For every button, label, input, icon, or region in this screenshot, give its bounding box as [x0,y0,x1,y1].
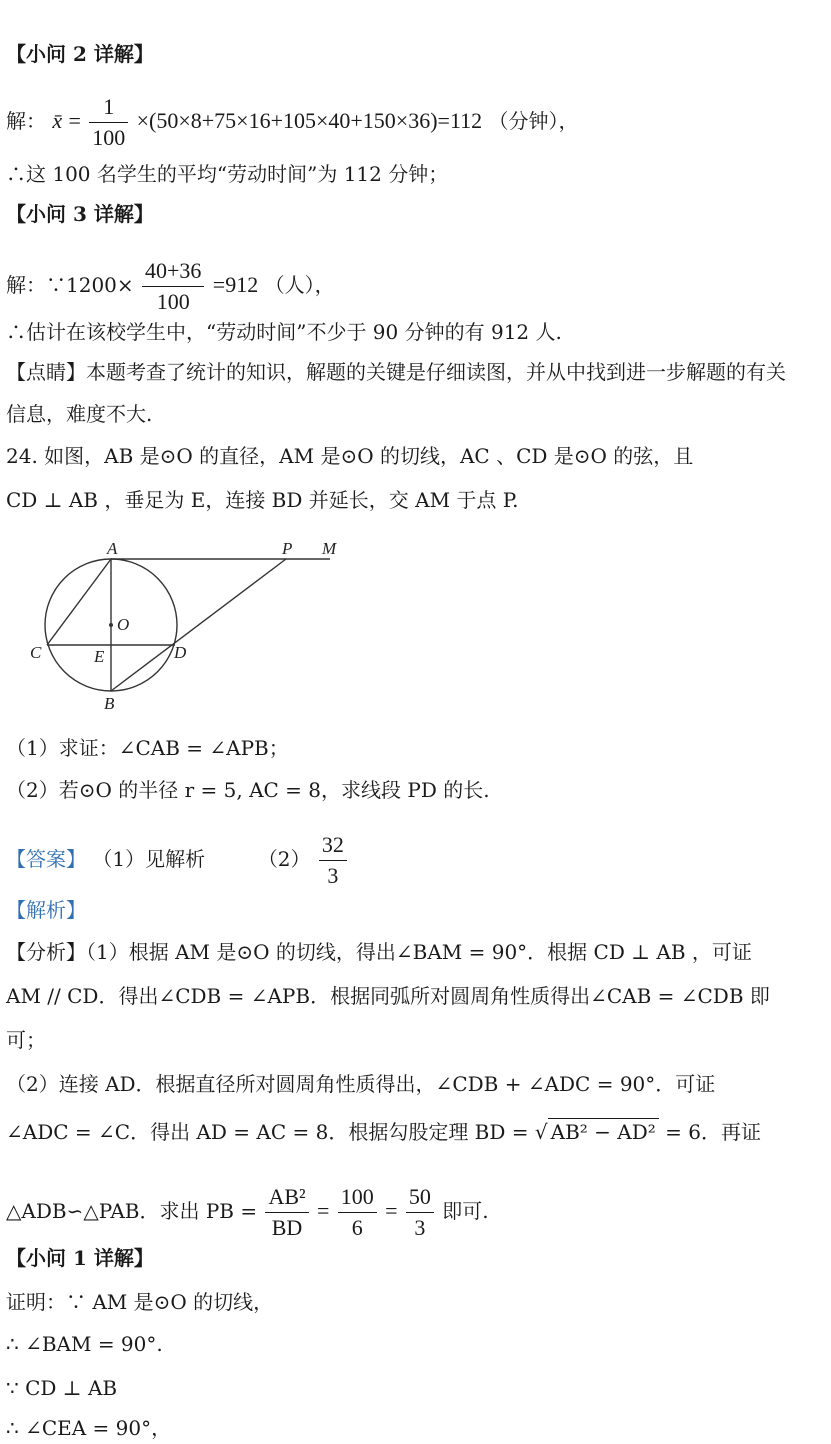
label-e: E [94,647,105,666]
line-bp [111,559,286,691]
label-o: O [117,615,130,634]
label-m: M [322,539,337,558]
proof-line-3: ∵ CD ⊥ AB [6,1376,118,1400]
pb-f2-den: 6 [351,1215,363,1240]
q3-result: =912 [212,272,259,297]
chord-ac [47,559,111,645]
q2-solution: 解： x̄ = $\frac{1}{100}$ ×(50×8+75×16+105×40+150×36)=112 （分钟）， [6,92,579,153]
pb-fraction-3 [406,1182,434,1243]
proof-line-4: ∴ ∠CEA = 90°， [6,1416,172,1440]
q2-frac-den: 100 [92,125,126,150]
analysis-label: 【解析】 [6,898,86,922]
answer-frac-num: 32 [319,830,347,861]
label-c: C [30,643,42,662]
fenxi-line-6: △ADB∽△PAB．求出 PB = $\frac{\text{AB²}}{BD}$ = $\frac{100}{6}$ = $\frac{50}{3}$ 即可. [6,1182,489,1243]
q2-fraction [89,92,128,153]
q2-prefix: 解： [6,109,46,133]
label-a: A [107,539,118,558]
q2-frac-num: 1 [89,92,128,123]
q3-unit: （人）， [264,273,335,297]
q3-conclusion: ∴估计在该校学生中，“劳动时间”不少于 90 分钟的有 912 人. [6,320,562,344]
part-2-question: （2）若⊙O 的半径 r = 5, AC = 8，求线段 PD 的长. [6,778,490,802]
proof-line-1: 证明：∵ AM 是⊙O 的切线， [6,1290,274,1314]
q24-line-2: CD ⊥ AB ，垂足为 E，连接 BD 并延长，交 AM 于点 P. [6,488,519,512]
q2-expression: ×(50×8+75×16+105×40+150×36)=112 [136,108,483,133]
answer-part-2-label: （2） [257,847,311,871]
q2-header: 【小问 2 详解】 [6,42,154,66]
fenxi-line-5-tail: = 6．再证 [658,1120,761,1144]
pb-f2-num: 100 [338,1182,377,1213]
pb-fraction-2 [338,1182,377,1243]
answer-fraction [319,830,347,891]
q3-frac-num: 40+36 [142,256,204,287]
q2-unit: （分钟）， [488,109,579,133]
mean-symbol: x̄ [52,108,63,133]
comment-line-2: 信息，难度不大. [6,402,153,426]
proof-line-2: ∴ ∠BAM = 90°. [6,1332,163,1356]
center-point [109,623,113,627]
fenxi-line-5-text: ∠ADC = ∠C．得出 AD = AC = 8．根据勾股定理 BD = [6,1120,535,1144]
comment-line-1: 【点睛】本题考查了统计的知识，解题的关键是仔细读图，并从中找到进一步解题的有关 [6,360,786,384]
sqrt-expression: AB² − AD² [548,1118,659,1145]
pb-f1-den: BD [271,1215,303,1240]
q1-header: 【小问 1 详解】 [6,1246,154,1270]
fenxi-line-6-tail: 即可. [442,1199,489,1223]
answer-label: 【答案】 [6,847,86,871]
pb-f1-num: AB² [265,1182,308,1213]
label-d: D [174,643,187,662]
q3-header: 【小问 3 详解】 [6,202,154,226]
q3-prefix: 解：∵1200× [6,273,134,297]
q24-line-1: 24. 如图，AB 是⊙O 的直径，AM 是⊙O 的切线，AC 、CD 是⊙O 的弦，且 [6,444,694,468]
label-p: P [282,539,293,558]
answer-frac-den: 3 [327,863,339,888]
q3-fraction [142,256,204,317]
pb-f3-den: 3 [414,1215,426,1240]
fenxi-line-4: （2）连接 AD．根据直径所对圆周角性质得出，∠CDB + ∠ADC = 90°．可证 [6,1072,716,1096]
fenxi-line-5: ∠ADC = ∠C．得出 AD = AC = 8．根据勾股定理 BD = √ AB² − AD² = 6．再证 [6,1120,761,1144]
q2-conclusion: ∴这 100 名学生的平均“劳动时间”为 112 分钟； [6,162,449,186]
label-b: B [104,694,115,713]
q3-frac-den: 100 [156,289,190,314]
answer-part-1: （1）见解析 [92,847,206,871]
part-1-question: （1）求证：∠CAB = ∠APB； [6,736,289,760]
fenxi-line-1: 【分析】（1）根据 AM 是⊙O 的切线，得出∠BAM = 90°．根据 CD ⊥ AB ，可证 [6,940,752,964]
q3-solution [6,256,335,317]
answer-line [6,830,349,891]
pb-fraction-1 [265,1182,308,1243]
fenxi-line-3: 可； [6,1028,46,1052]
fenxi-line-6-text: △ADB∽△PAB．求出 PB = [6,1199,258,1223]
fenxi-line-2: AM // CD．得出∠CDB = ∠APB．根据同弧所对圆周角性质得出∠CAB = ∠CDB 即 [6,984,770,1008]
geometry-figure [20,530,360,720]
pb-f3-num: 50 [406,1182,434,1213]
